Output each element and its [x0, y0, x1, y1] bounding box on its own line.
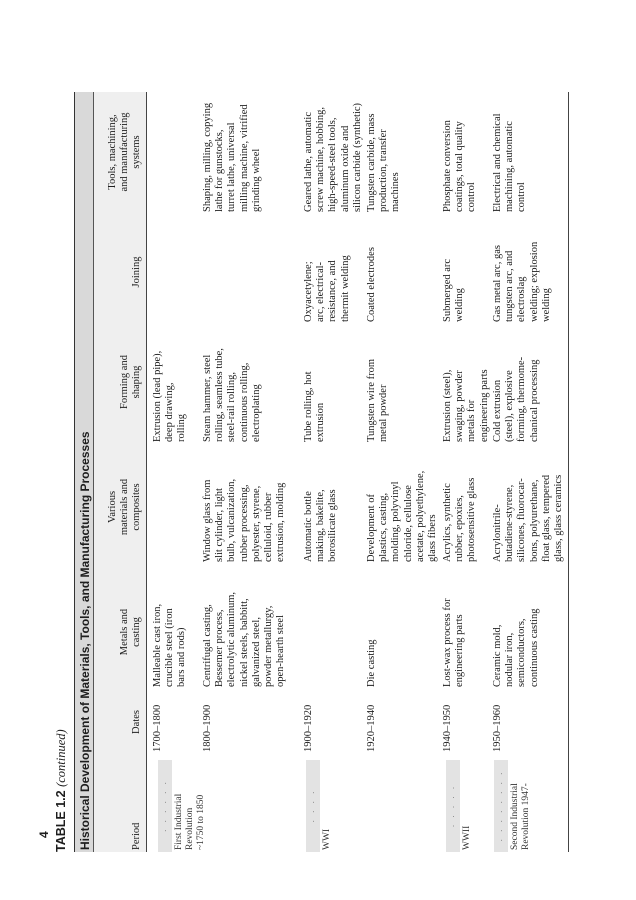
row-1950-joining: Gas metal arc, gas tungsten arc, and electroslag welding; explosion welding: [492, 241, 552, 322]
row-1800-forming: Steam hammer, steel rolling, seamless tube, steel-rail rolling, continuous rolling, electroplating: [202, 348, 262, 442]
period-ww1: WWI: [322, 828, 332, 850]
row-1950-dates: 1950–1960: [492, 704, 503, 752]
row-1940-forming: Extrusion (steel), swaging, powder metals for engineering parts: [442, 369, 490, 442]
row-1900-forming: Tube rolling, hot extrusion: [303, 371, 327, 442]
table-bottom-rule: [568, 92, 569, 852]
row-1920-tools: Tungsten carbide, mass production, transfer machines: [366, 113, 402, 212]
row-1940-joining: Submerged arc welding: [442, 258, 466, 322]
row-1900-various: Automatic bottle making, bakelite, borosilicate glass: [303, 489, 339, 562]
row-1940-tools: Phosphate conversion coatings, total quality control: [442, 120, 478, 212]
row-1800-metals: Centrifugal casting, Bessemer process, electrolytic aluminum, nickel steels, babbitt, galvanized steel, powder metallurgy, open-hearth steel: [202, 591, 287, 687]
row-1920-various: Development of plastics, casting, molding, polyvinyl chloride, cellulose acetate, polyethylene, glass fibers: [366, 470, 439, 562]
header-joining: Joining: [131, 256, 142, 288]
row-1920-forming: Tungsten wire from metal powder: [366, 358, 390, 442]
row-1900-dates: 1900–1920: [303, 704, 314, 752]
row-1940-various: Acrylics, synthetic rubber, epoxies, photosensitive glass: [442, 477, 478, 562]
row-1940-metals: Lost-wax process for engineering parts: [442, 598, 466, 687]
page-number: 4: [37, 831, 51, 838]
table-title: Historical Development of Materials, Tools, and Manufacturing Processes: [74, 92, 94, 852]
table-continued: (continued): [54, 729, 68, 787]
header-forming: Forming and shaping: [119, 355, 142, 409]
row-1920-metals: Die casting: [366, 639, 377, 687]
period-shade-first: · · · · · ·: [158, 760, 172, 852]
row-1920-dates: 1920–1940: [366, 704, 377, 752]
table-caption: [54, 729, 69, 852]
period-second-industrial: Second Industrial Revolution 1947-: [510, 783, 531, 850]
header-various: Various materials and composites: [107, 478, 142, 536]
table-label: TABLE 1.2: [54, 790, 68, 852]
header-dates: Dates: [131, 710, 142, 734]
row-1920-joining: Coated electrodes: [366, 247, 377, 322]
period-shade-ww1: · · · ·: [306, 760, 320, 852]
row-1900-joining: Oxyacetylene; arc, electrical- resistance, and thermit welding: [303, 255, 351, 322]
rotated-table-page: [48, 92, 588, 852]
row-1940-dates: 1940–1950: [442, 704, 453, 752]
row-1800-dates: 1800–1900: [202, 704, 213, 752]
row-1700-metals: Malleable cast iron, crucible steel (iron bars and rods): [152, 603, 188, 687]
header-period: Period: [131, 822, 142, 850]
table-header-row: [94, 92, 147, 852]
row-1700-forming: Extrusion (lead pipe), deep drawing, rolling: [152, 350, 188, 442]
header-tools: Tools, machining, and manufacturing systems: [107, 112, 142, 192]
period-ww2: WWII: [462, 825, 472, 850]
row-1900-tools: Geared lathe, automatic screw machine, hobbing, high-speed-steel tools, aluminum oxide and silicon carbide (synthetic): [303, 102, 363, 212]
period-shade-ww2: · · · · ·: [446, 760, 460, 852]
row-1950-various: Acrylonitrile- butadiene-styrene, silicones, fluorocar- bons, polyurethane, float glass, tempered glass, glass ceramics: [492, 474, 565, 562]
row-1700-dates: 1700–1800: [152, 704, 163, 752]
period-shade-second: · · · · · · · ·: [494, 760, 508, 852]
row-1950-metals: Ceramic mold, nodular iron, semiconductors, continuous casting: [492, 608, 540, 687]
row-1950-tools: Electrical and chemical machining, automatic control: [492, 113, 528, 212]
row-1800-various: Window glass from slit cylinder, light bulb, vulcanization, rubber processing, polyester, styrene, celluloid, rubber extrusion, molding: [202, 478, 287, 562]
row-1950-forming: Cold extrusion (steel), explosive forming, thermome- chanical processing: [492, 356, 540, 442]
row-1800-tools: Shaping, milling, copying lathe for gunstocks, turret lathe, universal milling machine, vitrified grinding wheel: [202, 102, 262, 212]
header-metals: Metals and casting: [119, 608, 142, 656]
period-first-industrial: First Industrial Revolution ~1750 to 1850: [174, 793, 206, 850]
